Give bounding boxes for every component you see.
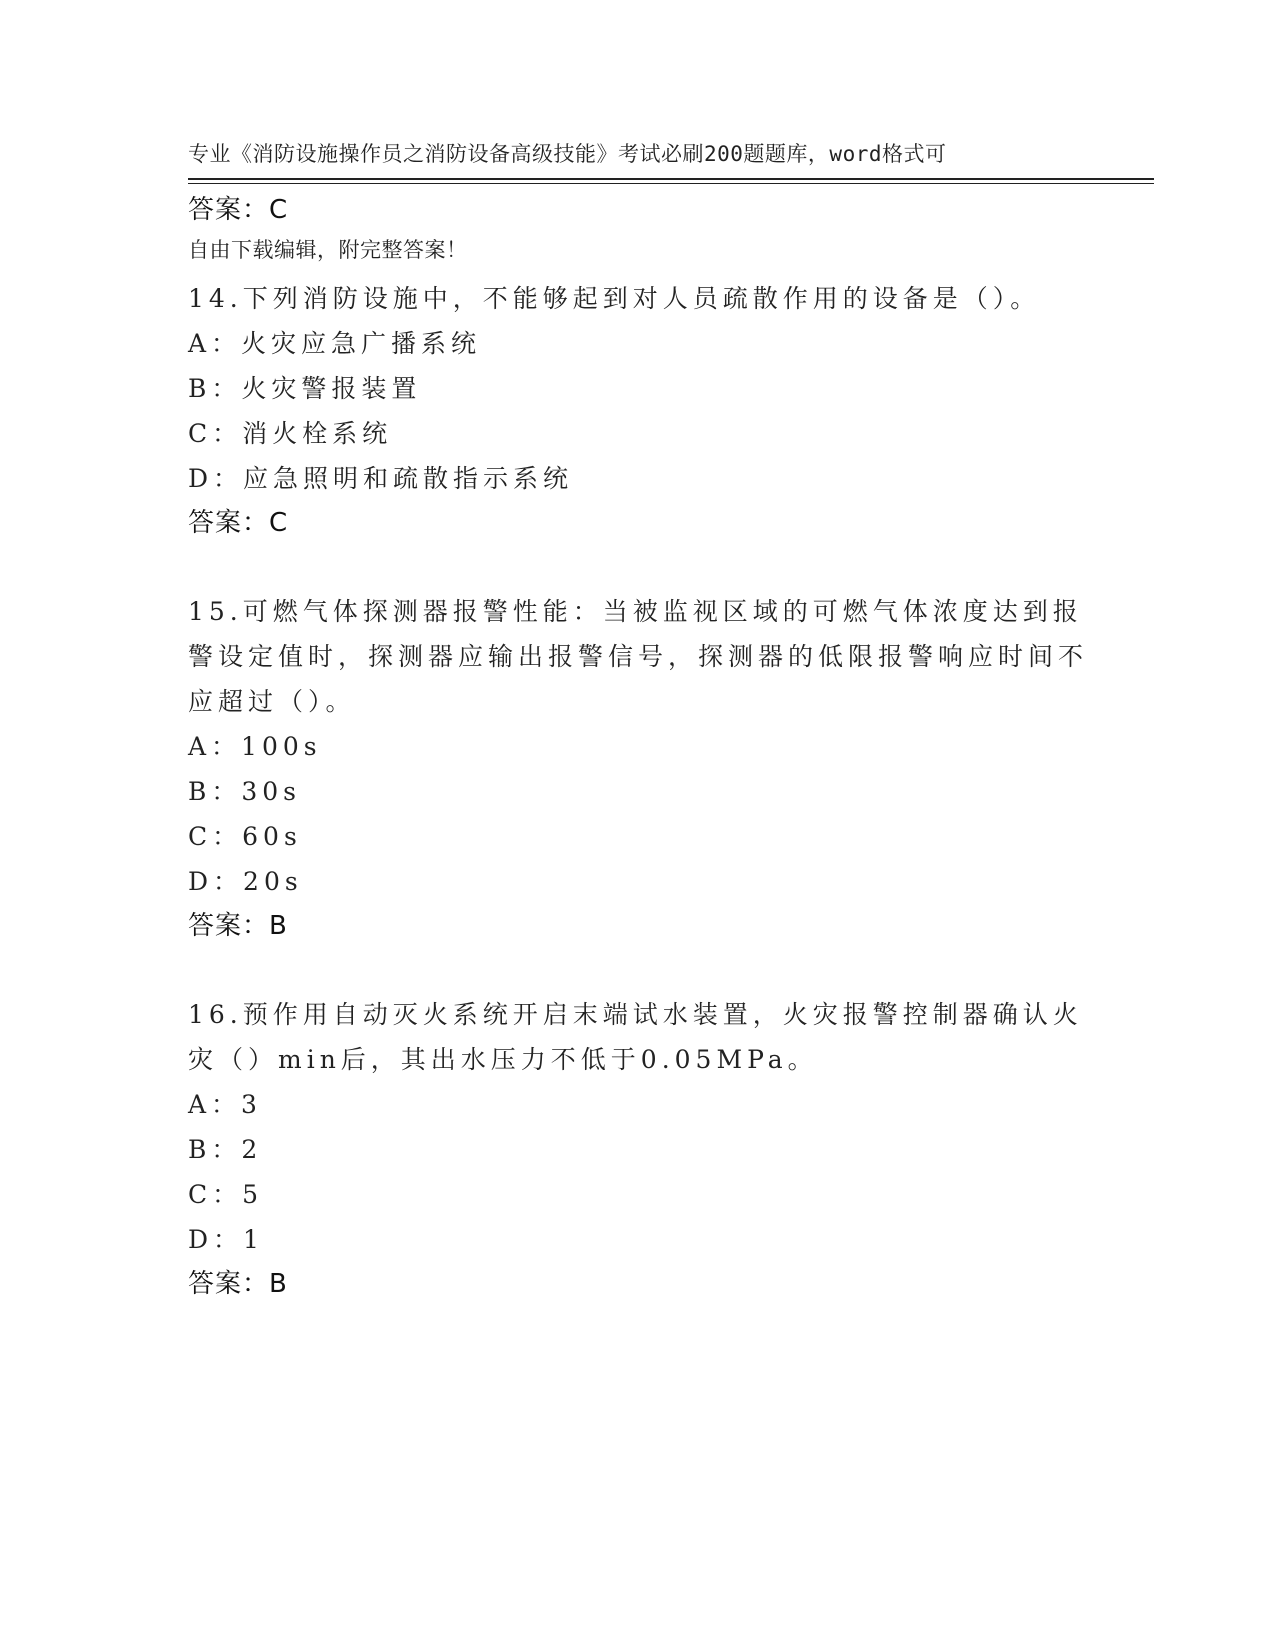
option-c: C：消火栓系统 [188,419,393,448]
question-text: 16.预作用自动灭火系统开启末端试水装置，火灾报警控制器确认火灾（）min后，其出水压力不低于0.05MPa。 [188,1000,1083,1074]
option-c: C：60s [188,822,302,851]
answer: 答案：B [188,911,288,941]
option-a: A：100s [188,732,322,761]
option-b: B：2 [188,1135,263,1164]
previous-answer: 答案：C [188,195,289,225]
answer: 答案：B [188,1269,288,1299]
option-b: B：30s [188,777,302,806]
answer: 答案：C [188,508,289,538]
question-15 [188,589,1088,948]
option-a: A：火灾应急广播系统 [188,329,482,358]
question-14 [188,276,1088,545]
question-text: 14.下列消防设施中，不能够起到对人员疏散作用的设备是（）。 [188,284,1041,313]
option-c: C：5 [188,1180,264,1209]
option-a: A：3 [188,1090,262,1119]
header-line-1: 专业《消防设施操作员之消防设备高级技能》考试必刷200题题库，word格式可 [188,142,947,166]
header-divider-thin [188,183,1154,184]
question-list [188,188,1088,1306]
header-divider-thick [188,178,1154,180]
option-d: D：1 [188,1225,264,1254]
header-line-2: 自由下载编辑，附完整答案！ [188,238,468,262]
question-16 [188,992,1088,1306]
option-d: D：应急照明和疏散指示系统 [188,464,574,493]
option-b: B：火灾警报装置 [188,374,422,403]
question-text: 15.可燃气体探测器报警性能：当被监视区域的可燃气体浓度达到报警设定值时，探测器应输出报警信号，探测器的低限报警响应时间不应超过（）。 [188,597,1089,716]
option-d: D：20s [188,867,303,896]
